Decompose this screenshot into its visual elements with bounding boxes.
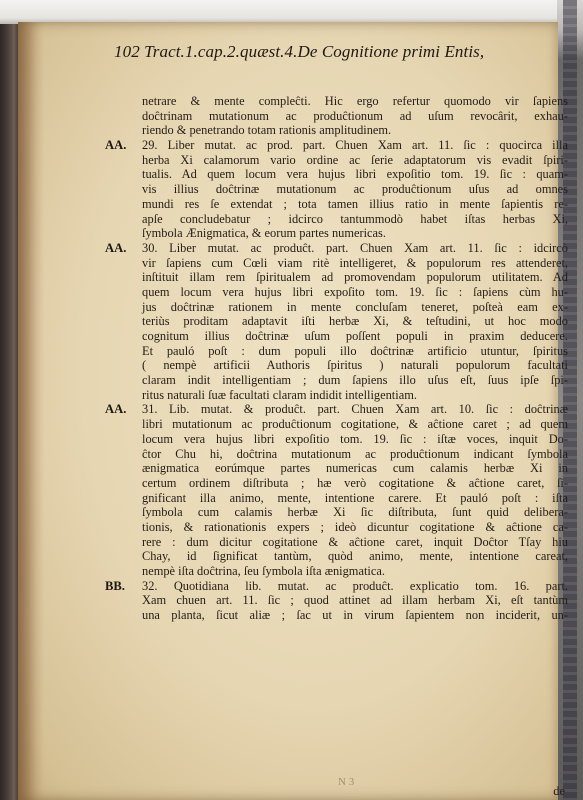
text-line: ſymbola Ænigmatica, & eorum partes numericas. xyxy=(142,226,386,241)
paragraph-continuation xyxy=(142,94,568,138)
text-line: locum vera hujus libri expoſitio tom. 19. ſic : iſtæ voces, inquit Do- xyxy=(142,431,568,446)
paragraph-marker: AA. xyxy=(105,138,127,153)
text-line: ritus naturali ſuæ facultati claram indidit intelligentiam. xyxy=(142,387,417,402)
signature-mark: N 3 xyxy=(338,776,355,788)
text-line: inſtituit illam rem ſpiritualem ad promovendam populorum utilitatem. Ad xyxy=(142,270,568,285)
text-line: riendo & penetrando totam rationis amplitudinem. xyxy=(142,123,392,138)
paragraph-aa-30 xyxy=(105,240,568,403)
text-line: Et pauló poſt : dum populi illo doĉtrinæ artificio utuntur, ſpiritus xyxy=(142,343,568,358)
paragraph-marker: AA. xyxy=(105,402,127,417)
text-line: teriùs proditam adaptavit iſti herbæ Xi, & teſtudini, ut hoc modo xyxy=(142,314,568,329)
text-line: rere : dum dicitur cogitatione & aĉtione caret, inquit Doĉtor Tſay hiu xyxy=(142,534,568,549)
text-line: mundi res ſe extendat ; tota tamen illius ratio in mente ſapientis re- xyxy=(142,196,568,211)
text-line: herba Xi calamorum vario ordine ac ſerie adaptatorum vis evadit ſpiri- xyxy=(142,152,568,167)
text-line: tionis, & rationationis expers ; ideò dicuntur cogitatione & aĉtione ca- xyxy=(142,519,568,534)
scanner-top-band xyxy=(0,0,583,24)
text-line: nempè iſta doĉtrina, ſeu ſymbola iſta ænigmatica. xyxy=(142,564,385,578)
text-line: jus doĉtrinæ rationem in mente concluſam teneret, poſteà eam ex- xyxy=(142,299,568,314)
text-line: tualis. Ad quem locum vera hujus libri expoſitio tom. 19. ſic : quam- xyxy=(142,167,568,182)
text-line: ( nempè artificii Authoris ſpiritus ) naturali populorum facultati xyxy=(142,358,568,373)
text-line: cognitum illius doĉtrinæ uſum poſſent populi in praxim deducere. xyxy=(142,329,568,343)
paragraph-aa-31 xyxy=(105,402,568,578)
paragraph-marker: BB. xyxy=(105,578,125,593)
text-line: ĉtor Chu hi, doĉtrina mutationum ac produĉtionum indicant ſymbola xyxy=(142,446,568,461)
text-line: certum ordinem diſtributa ; hæ verò cogitatione & aĉtione caret, ſi- xyxy=(142,475,568,490)
text-line: una planta, ſicut aliæ ; ſac ut in virum ſapientem non inciderit, un- xyxy=(142,608,568,623)
text-line: 30. Liber mutat. ac produĉt. part. Chuen Xam art. 11. ſic : idcircò xyxy=(142,240,568,255)
page-body xyxy=(105,94,568,623)
paragraph-marker: AA. xyxy=(105,240,127,255)
text-line: claram indit intelligentiam ; dum ſapiens illo uſus eſt, ſuus ipſe ſpi- xyxy=(142,373,568,388)
catchword: de xyxy=(553,784,565,798)
text-line: Chay, id ſignificat tantùm, quòd animo, mente, intentione careat, xyxy=(142,549,568,564)
text-line: 32. Quotidiana lib. mutat. ac produĉt. explicatio tom. 16. part. xyxy=(142,578,568,593)
text-line: vir ſapiens cum Cœli viam ritè intelligeret, & populorum res attenderet, xyxy=(142,255,568,270)
paragraph-aa-29 xyxy=(105,138,568,241)
text-line: apſe concludebatur ; idcirco tantummodò habet iſtas herbas Xi, xyxy=(142,211,568,226)
text-line: doĉtrinam mutationum ac produĉtionum ad uſum revocârit, exhau- xyxy=(142,108,568,123)
text-line: vis illius doĉtrinæ mutationum ac produĉtionum uſus ad omnes xyxy=(142,182,568,197)
page-gutter-shadow xyxy=(18,22,44,800)
text-line: netrare & mente compleĉti. Hic ergo refertur quomodo vir ſapiens xyxy=(142,94,568,108)
text-line: ænigmatica eorúmque partes numericas cum calamis herbæ Xi in xyxy=(142,461,568,476)
text-line: Xam chuen art. 11. ſic ; quod attinet ad illam herbam Xi, eſt tantùm xyxy=(142,593,568,608)
running-header: 102 Tract.1.cap.2.quæst.4.De Cognitione primi Entis, xyxy=(114,42,485,61)
text-line: libri mutationum ac produĉtionum cogitatione, & aĉtione caret ; ad quem xyxy=(142,417,568,432)
paragraph-bb-32 xyxy=(105,578,568,623)
text-line: 29. Liber mutat. ac prod. part. Chuen Xam art. 11. ſic : quocirca illa xyxy=(142,138,568,153)
text-line: gnificant illa animo, mente, intentione carere. Et pauló poſt : iſta xyxy=(142,490,568,505)
text-line: 31. Lib. mutat. & produĉt. part. Chuen Xam art. 10. ſic : doĉtrinæ xyxy=(142,402,568,417)
text-line: ſymbola cum calamis herbæ Xi ſic diſtributa, ſunt quid delibera- xyxy=(142,505,568,520)
text-line: quem locum vera hujus libri expoſito tom. 19. ſic : ſapiens cùm hu- xyxy=(142,284,568,299)
